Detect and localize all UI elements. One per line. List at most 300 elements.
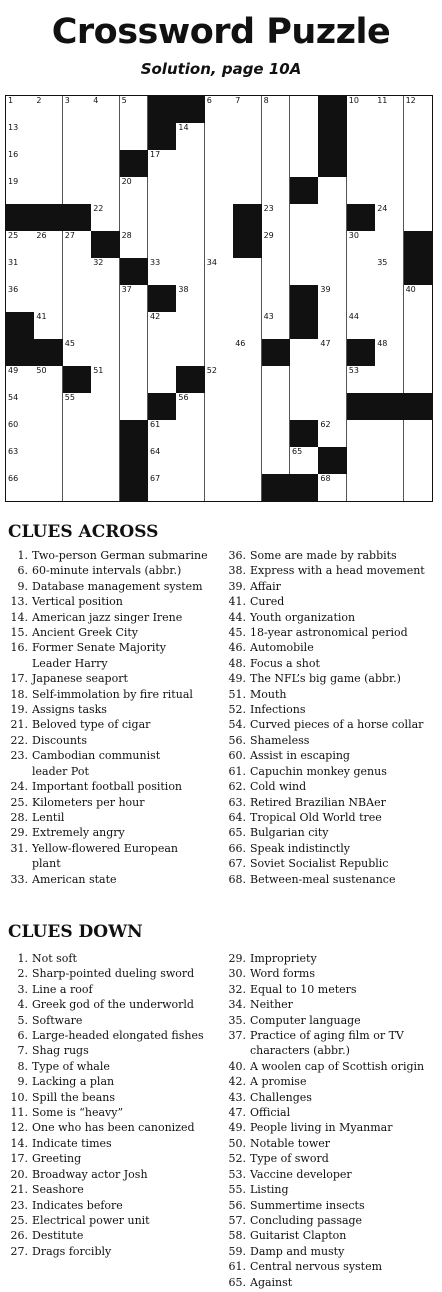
- grid-cell[interactable]: [347, 312, 376, 340]
- clue-number-label: 5.: [17, 1013, 28, 1027]
- grid-cell[interactable]: [6, 366, 35, 394]
- clue-number-label: 53.: [228, 1167, 246, 1181]
- grid-cell[interactable]: [63, 96, 92, 124]
- grid-cell[interactable]: [404, 339, 432, 367]
- grid-cell[interactable]: [290, 123, 319, 151]
- grid-cell[interactable]: [205, 150, 234, 178]
- grid-cell[interactable]: [404, 474, 432, 501]
- grid-cell[interactable]: [290, 258, 319, 286]
- clue-number-label: 34.: [228, 998, 246, 1012]
- down-clue: [0, 1136, 210, 1151]
- grid-cell[interactable]: [205, 339, 234, 367]
- grid-cell[interactable]: [404, 96, 432, 124]
- grid-cell[interactable]: [404, 420, 432, 448]
- down-clues-left-column: [0, 951, 210, 1259]
- grid-cell[interactable]: [404, 204, 432, 232]
- grid-cell[interactable]: [375, 150, 404, 178]
- black-square: [404, 258, 432, 286]
- grid-cell[interactable]: [318, 231, 347, 259]
- grid-cell[interactable]: [63, 339, 92, 367]
- grid-cell[interactable]: [63, 420, 92, 448]
- grid-cell[interactable]: [148, 447, 177, 475]
- grid-cell[interactable]: [205, 393, 234, 421]
- down-clue: [0, 982, 210, 997]
- grid-cell[interactable]: [233, 474, 262, 501]
- grid-cell[interactable]: [347, 231, 376, 259]
- grid-cell[interactable]: [233, 96, 262, 124]
- grid-cell[interactable]: [205, 366, 234, 394]
- down-clue: [0, 1013, 210, 1028]
- grid-cell[interactable]: [6, 474, 35, 501]
- grid-cell[interactable]: [318, 474, 347, 501]
- grid-cell[interactable]: [375, 312, 404, 340]
- clue-number-label: 56.: [228, 1198, 246, 1212]
- grid-cell[interactable]: [6, 258, 35, 286]
- grid-cell[interactable]: [148, 474, 177, 501]
- black-square: [290, 420, 319, 448]
- down-clue: [218, 1043, 428, 1058]
- down-clue: [0, 1198, 210, 1213]
- grid-cell[interactable]: [233, 312, 262, 340]
- grid-cell[interactable]: [176, 447, 205, 475]
- across-clue: [218, 563, 428, 578]
- clue-number-label: 29.: [228, 952, 246, 965]
- grid-cell[interactable]: [148, 339, 177, 367]
- across-clue: [0, 594, 210, 609]
- across-clue: [0, 640, 210, 655]
- grid-cell[interactable]: [318, 366, 347, 394]
- clue-text: Between-meal sustenance: [250, 872, 396, 886]
- grid-cell[interactable]: [375, 474, 404, 501]
- grid-cell[interactable]: [233, 420, 262, 448]
- clue-text: plant: [32, 857, 61, 871]
- grid-cell[interactable]: [34, 447, 63, 475]
- grid-cell[interactable]: [318, 258, 347, 286]
- grid-cell[interactable]: [176, 231, 205, 259]
- clue-number: 7: [235, 96, 241, 105]
- clue-text: Assigns tasks: [32, 703, 107, 717]
- down-clue: [0, 1120, 210, 1135]
- grid-cell[interactable]: [262, 420, 291, 448]
- grid-cell[interactable]: [120, 231, 149, 259]
- clue-number-label: 9.: [17, 579, 28, 593]
- across-clue: [0, 825, 210, 840]
- down-clue: [0, 1059, 210, 1074]
- grid-cell[interactable]: [63, 285, 92, 313]
- grid-cell[interactable]: [34, 366, 63, 394]
- grid-cell[interactable]: [375, 339, 404, 367]
- down-clue: [0, 1090, 210, 1105]
- clue-text: Greeting: [32, 1152, 82, 1166]
- down-clue: [0, 966, 210, 981]
- grid-cell[interactable]: [404, 312, 432, 340]
- grid-cell[interactable]: [318, 177, 347, 205]
- down-clue: [218, 1198, 428, 1213]
- grid-cell[interactable]: [347, 285, 376, 313]
- grid-cell[interactable]: [91, 150, 120, 178]
- grid-cell[interactable]: [205, 258, 234, 286]
- grid-cell[interactable]: [262, 231, 291, 259]
- clue-text: Official: [250, 1106, 291, 1120]
- grid-cell[interactable]: [233, 177, 262, 205]
- down-clue: [0, 1074, 210, 1089]
- down-clue: [218, 1259, 428, 1274]
- grid-cell[interactable]: [347, 474, 376, 501]
- grid-cell[interactable]: [6, 393, 35, 421]
- down-clue: [0, 1244, 210, 1259]
- grid-cell[interactable]: [6, 150, 35, 178]
- clue-text: People living in Myanmar: [250, 1121, 393, 1135]
- grid-cell[interactable]: [148, 366, 177, 394]
- grid-cell[interactable]: [63, 123, 92, 151]
- grid-cell[interactable]: [404, 285, 432, 313]
- clue-number-label: 21.: [10, 1183, 28, 1197]
- grid-cell[interactable]: [148, 150, 177, 178]
- clue-number: 65: [292, 447, 303, 456]
- clue-number-label: [218, 1043, 250, 1058]
- grid-cell[interactable]: [63, 312, 92, 340]
- grid-cell[interactable]: [63, 150, 92, 178]
- grid-cell[interactable]: [205, 96, 234, 124]
- across-clue: [0, 764, 210, 779]
- across-clue: [218, 610, 428, 625]
- grid-cell[interactable]: [347, 447, 376, 475]
- grid-cell[interactable]: [176, 123, 205, 151]
- grid-cell[interactable]: [262, 285, 291, 313]
- clue-text: leader Pot: [32, 764, 89, 778]
- grid-cell[interactable]: [91, 177, 120, 205]
- grid-cell[interactable]: [34, 258, 63, 286]
- grid-cell[interactable]: [205, 123, 234, 151]
- grid-cell[interactable]: [34, 231, 63, 259]
- grid-cell[interactable]: [404, 447, 432, 475]
- grid-cell[interactable]: [91, 339, 120, 367]
- clue-number-label: 28.: [10, 810, 28, 824]
- grid-cell[interactable]: [34, 150, 63, 178]
- across-clue: [218, 748, 428, 763]
- grid-cell[interactable]: [290, 339, 319, 367]
- clue-text: Affair: [250, 579, 281, 593]
- grid-cell[interactable]: [176, 258, 205, 286]
- grid-cell[interactable]: [318, 339, 347, 367]
- grid-cell[interactable]: [347, 420, 376, 448]
- grid-cell[interactable]: [233, 285, 262, 313]
- black-square: [120, 420, 149, 448]
- grid-cell[interactable]: [120, 123, 149, 151]
- grid-cell[interactable]: [6, 96, 35, 124]
- grid-cell[interactable]: [91, 420, 120, 448]
- grid-cell[interactable]: [205, 204, 234, 232]
- grid-cell[interactable]: [63, 474, 92, 501]
- grid-cell[interactable]: [148, 177, 177, 205]
- grid-cell[interactable]: [375, 123, 404, 151]
- grid-cell[interactable]: [262, 393, 291, 421]
- clue-text: Retired Brazilian NBAer: [250, 795, 386, 809]
- grid-cell[interactable]: [347, 366, 376, 394]
- black-square: [120, 447, 149, 475]
- across-clue: [218, 856, 428, 871]
- across-clue: [218, 548, 428, 563]
- grid-cell[interactable]: [262, 312, 291, 340]
- grid-cell[interactable]: [176, 285, 205, 313]
- down-clue: [218, 997, 428, 1012]
- clue-text: Damp and musty: [250, 1244, 345, 1258]
- clue-number: 60: [8, 420, 19, 429]
- grid-cell[interactable]: [34, 393, 63, 421]
- grid-cell[interactable]: [63, 258, 92, 286]
- grid-cell[interactable]: [63, 177, 92, 205]
- clue-number: 14: [178, 123, 189, 132]
- clue-number-label: 52.: [228, 703, 246, 717]
- grid-cell[interactable]: [347, 258, 376, 286]
- grid-cell[interactable]: [91, 393, 120, 421]
- across-clue: [218, 841, 428, 856]
- grid-cell[interactable]: [120, 366, 149, 394]
- grid-cell[interactable]: [262, 177, 291, 205]
- grid-cell[interactable]: [63, 447, 92, 475]
- clue-number-label: 22.: [10, 733, 28, 747]
- grid-cell[interactable]: [176, 393, 205, 421]
- grid-cell[interactable]: [233, 258, 262, 286]
- grid-cell[interactable]: [63, 393, 92, 421]
- grid-cell[interactable]: [176, 474, 205, 501]
- clue-number: 23: [263, 204, 274, 213]
- grid-cell[interactable]: [262, 447, 291, 475]
- grid-cell[interactable]: [148, 420, 177, 448]
- clue-number: 67: [150, 474, 161, 483]
- grid-cell[interactable]: [34, 312, 63, 340]
- across-clue: [218, 764, 428, 779]
- grid-cell[interactable]: [176, 177, 205, 205]
- grid-cell[interactable]: [205, 285, 234, 313]
- grid-cell[interactable]: [290, 204, 319, 232]
- grid-cell[interactable]: [91, 204, 120, 232]
- grid-cell[interactable]: [91, 285, 120, 313]
- grid-cell[interactable]: [148, 312, 177, 340]
- grid-cell[interactable]: [347, 150, 376, 178]
- clue-number-label: 21.: [10, 718, 28, 732]
- grid-cell[interactable]: [404, 123, 432, 151]
- grid-cell[interactable]: [233, 123, 262, 151]
- clue-number: 41: [36, 312, 47, 321]
- down-clue: [218, 1228, 428, 1243]
- grid-cell[interactable]: [233, 366, 262, 394]
- grid-cell[interactable]: [34, 96, 63, 124]
- grid-cell[interactable]: [6, 420, 35, 448]
- grid-cell[interactable]: [375, 204, 404, 232]
- grid-cell[interactable]: [375, 177, 404, 205]
- grid-cell[interactable]: [347, 96, 376, 124]
- black-square: [318, 96, 347, 124]
- grid-cell[interactable]: [205, 312, 234, 340]
- grid-cell[interactable]: [120, 312, 149, 340]
- clue-text: Lentil: [32, 810, 65, 824]
- black-square: [6, 204, 35, 232]
- grid-cell[interactable]: [205, 474, 234, 501]
- clue-number-label: 1.: [17, 952, 28, 965]
- grid-cell[interactable]: [176, 420, 205, 448]
- grid-cell[interactable]: [176, 204, 205, 232]
- grid-cell[interactable]: [233, 150, 262, 178]
- clue-number-label: 41.: [228, 595, 246, 609]
- grid-cell[interactable]: [233, 447, 262, 475]
- grid-cell[interactable]: [233, 393, 262, 421]
- black-square: [347, 204, 376, 232]
- clue-text: Cured: [250, 595, 285, 609]
- grid-cell[interactable]: [120, 339, 149, 367]
- grid-cell[interactable]: [34, 285, 63, 313]
- clue-number: 32: [93, 258, 104, 267]
- clue-number-label: 12.: [10, 1121, 28, 1135]
- grid-cell[interactable]: [6, 231, 35, 259]
- grid-cell[interactable]: [34, 177, 63, 205]
- black-square: [347, 339, 376, 367]
- grid-cell[interactable]: [318, 285, 347, 313]
- down-heading: CLUES DOWN: [8, 922, 143, 942]
- grid-cell[interactable]: [375, 285, 404, 313]
- clue-text: Infections: [250, 703, 306, 717]
- clue-number-label: 68.: [228, 872, 246, 886]
- across-clue: [0, 579, 210, 594]
- grid-cell[interactable]: [318, 393, 347, 421]
- grid-cell[interactable]: [205, 231, 234, 259]
- clue-number-label: [0, 764, 32, 779]
- black-square: [34, 204, 63, 232]
- clue-number-label: 25.: [10, 1213, 28, 1227]
- grid-cell[interactable]: [375, 366, 404, 394]
- grid-cell[interactable]: [290, 447, 319, 475]
- clue-number-label: 7.: [17, 1044, 28, 1058]
- grid-cell[interactable]: [176, 150, 205, 178]
- across-clue: [218, 656, 428, 671]
- grid-cell[interactable]: [375, 231, 404, 259]
- grid-cell[interactable]: [176, 312, 205, 340]
- grid-cell[interactable]: [205, 177, 234, 205]
- grid-cell[interactable]: [375, 96, 404, 124]
- grid-cell[interactable]: [91, 123, 120, 151]
- grid-cell[interactable]: [91, 96, 120, 124]
- clue-number-label: 62.: [228, 780, 246, 794]
- across-clues-right-column: [218, 548, 428, 887]
- clue-text: A promise: [250, 1075, 307, 1089]
- grid-cell[interactable]: [404, 366, 432, 394]
- grid-cell[interactable]: [290, 366, 319, 394]
- grid-cell[interactable]: [6, 123, 35, 151]
- clue-text: Indicate times: [32, 1136, 112, 1150]
- grid-cell[interactable]: [205, 420, 234, 448]
- grid-cell[interactable]: [347, 177, 376, 205]
- grid-cell[interactable]: [6, 285, 35, 313]
- grid-cell[interactable]: [375, 420, 404, 448]
- clue-text: Self-immolation by fire ritual: [32, 687, 193, 701]
- black-square: [6, 312, 35, 340]
- clue-number-label: 54.: [228, 718, 246, 732]
- clue-text: Automobile: [250, 641, 314, 655]
- grid-cell[interactable]: [120, 285, 149, 313]
- grid-cell[interactable]: [262, 366, 291, 394]
- clue-number-label: 31.: [10, 841, 28, 855]
- grid-cell[interactable]: [120, 177, 149, 205]
- grid-cell[interactable]: [262, 204, 291, 232]
- clue-text: Not soft: [32, 952, 77, 965]
- grid-cell[interactable]: [404, 177, 432, 205]
- grid-cell[interactable]: [262, 123, 291, 151]
- clue-number-label: 33.: [10, 872, 28, 886]
- grid-cell[interactable]: [148, 204, 177, 232]
- grid-cell[interactable]: [404, 150, 432, 178]
- grid-cell[interactable]: [290, 393, 319, 421]
- clue-number: 52: [206, 366, 217, 375]
- grid-cell[interactable]: [290, 150, 319, 178]
- grid-cell[interactable]: [318, 420, 347, 448]
- grid-cell[interactable]: [262, 96, 291, 124]
- grid-cell[interactable]: [6, 177, 35, 205]
- grid-cell[interactable]: [91, 258, 120, 286]
- grid-cell[interactable]: [290, 96, 319, 124]
- clue-number-label: 14.: [10, 1136, 28, 1150]
- down-clue: [218, 1213, 428, 1228]
- clue-number: 47: [320, 339, 331, 348]
- grid-cell[interactable]: [176, 339, 205, 367]
- down-clue: [218, 1167, 428, 1182]
- black-square: [375, 393, 404, 421]
- across-clue: [0, 563, 210, 578]
- across-clue: [218, 733, 428, 748]
- grid-cell[interactable]: [375, 447, 404, 475]
- grid-cell[interactable]: [262, 258, 291, 286]
- clue-text: Central nervous system: [250, 1260, 383, 1274]
- grid-cell[interactable]: [205, 447, 234, 475]
- clue-text: Focus a shot: [250, 656, 320, 670]
- grid-cell[interactable]: [375, 258, 404, 286]
- grid-cell[interactable]: [233, 339, 262, 367]
- down-clue: [218, 1136, 428, 1151]
- black-square: [176, 96, 205, 124]
- grid-cell[interactable]: [91, 447, 120, 475]
- grid-cell[interactable]: [318, 204, 347, 232]
- grid-cell[interactable]: [120, 204, 149, 232]
- grid-cell[interactable]: [91, 312, 120, 340]
- black-square: [290, 285, 319, 313]
- across-clue: [0, 856, 210, 871]
- grid-cell[interactable]: [148, 231, 177, 259]
- clue-text: Neither: [250, 998, 293, 1012]
- down-clues-right-column: [218, 951, 428, 1290]
- grid-cell[interactable]: [91, 366, 120, 394]
- across-clue: [0, 795, 210, 810]
- grid-cell[interactable]: [347, 123, 376, 151]
- grid-cell[interactable]: [34, 474, 63, 501]
- clue-number: 10: [348, 96, 359, 105]
- grid-cell[interactable]: [6, 447, 35, 475]
- grid-cell[interactable]: [148, 258, 177, 286]
- across-clue: [0, 872, 210, 887]
- grid-cell[interactable]: [318, 312, 347, 340]
- grid-cell[interactable]: [34, 123, 63, 151]
- clue-number: 27: [64, 231, 75, 240]
- grid-cell[interactable]: [120, 96, 149, 124]
- grid-cell[interactable]: [91, 474, 120, 501]
- grid-cell[interactable]: [120, 393, 149, 421]
- grid-cell[interactable]: [262, 150, 291, 178]
- black-square: [176, 366, 205, 394]
- down-clue: [218, 1120, 428, 1135]
- grid-cell[interactable]: [63, 231, 92, 259]
- grid-cell[interactable]: [290, 231, 319, 259]
- grid-cell[interactable]: [34, 420, 63, 448]
- black-square: [404, 231, 432, 259]
- clue-text: Some is “heavy”: [32, 1106, 124, 1120]
